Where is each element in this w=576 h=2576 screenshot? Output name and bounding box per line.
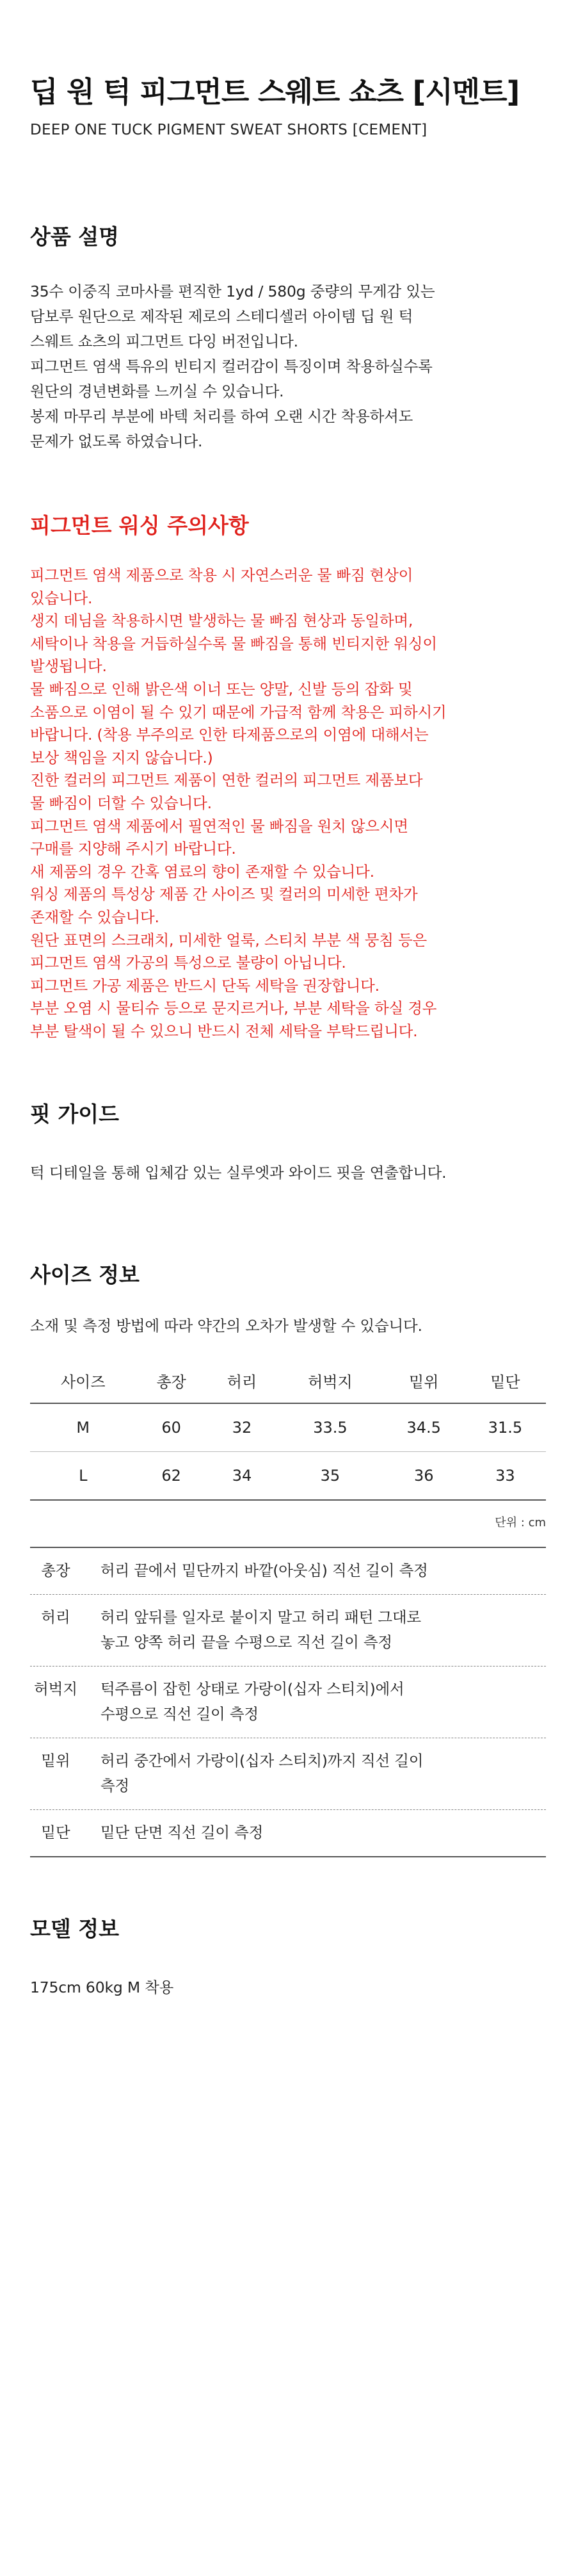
description-line: 문제가 없도록 하였습니다. — [30, 432, 203, 450]
measurement-text: 밑단 단면 직선 길이 측정 — [100, 1823, 264, 1842]
care-line: 구매를 지양해 주시기 바랍니다. — [30, 840, 236, 858]
table-cell: 31.5 — [488, 1419, 523, 1437]
table-cell: 33.5 — [313, 1419, 348, 1437]
fit-guide-heading: 핏 가이드 — [30, 1102, 120, 1127]
table-row — [30, 1452, 546, 1501]
description-line: 피그먼트 염색 특유의 빈티지 컬러감이 특징이며 착용하실수록 — [30, 357, 433, 375]
table-cell: L — [79, 1467, 88, 1485]
care-line: 워싱 제품의 특성상 제품 간 사이즈 및 컬러의 미세한 편차가 — [30, 885, 418, 904]
measurement-guide — [30, 1547, 546, 1857]
description-line: 35수 이중직 코마사를 편직한 1yd / 580g 중량의 무게감 있는 — [30, 282, 435, 300]
measurement-row — [30, 1666, 546, 1738]
table-cell: 34.5 — [406, 1419, 441, 1437]
measurement-row — [30, 1594, 546, 1666]
care-line: 소품으로 이염이 될 수 있기 때문에 가급적 함께 착용은 피하시기 — [30, 703, 447, 721]
description-line: 스웨트 쇼츠의 피그먼트 다잉 버전입니다. — [30, 332, 298, 350]
column-header: 허벅지 — [308, 1373, 353, 1391]
care-line: 발생됩니다. — [30, 657, 107, 676]
care-line: 물 빠짐이 더할 수 있습니다. — [30, 794, 212, 812]
description-line: 담보루 원단으로 제작된 제로의 스테디셀러 아이템 딥 원 턱 — [30, 307, 413, 325]
care-line: 피그먼트 염색 제품에서 필연적인 물 빠짐을 원치 않으시면 — [30, 817, 408, 835]
measurement-label: 밑단 — [41, 1823, 70, 1842]
description-line: 원단의 경년변화를 느끼실 수 있습니다. — [30, 382, 284, 400]
measurement-row — [30, 1547, 546, 1594]
measurement-text: 허리 앞뒤를 일자로 붙이지 말고 허리 패턴 그대로 놓고 양쪽 허리 끝을 수평으로 직선 길이 측정 — [100, 1608, 421, 1652]
column-header: 총장 — [156, 1373, 186, 1391]
size-table-header-row — [30, 1358, 546, 1403]
size-info-heading: 사이즈 정보 — [30, 1262, 140, 1288]
measurement-text: 허리 중간에서 가랑이(십자 스티치)까지 직선 길이 측정 — [100, 1752, 424, 1795]
care-line: 존재할 수 있습니다. — [30, 908, 159, 926]
care-line: 생지 데님을 착용하시면 발생하는 물 빠짐 현상과 동일하며, — [30, 612, 413, 630]
product-title: 딥 원 턱 피그먼트 스웨트 쇼츠 [시멘트] — [30, 75, 520, 109]
fit-guide-text: 턱 디테일을 통해 입체감 있는 실루엣과 와이드 핏을 연출합니다. — [30, 1164, 447, 1182]
measurement-label: 허리 — [41, 1608, 70, 1627]
unit-label: 단위 : cm — [495, 1516, 546, 1530]
measurement-label: 총장 — [41, 1561, 70, 1580]
care-line: 피그먼트 가공 제품은 반드시 단독 세탁을 권장합니다. — [30, 976, 380, 995]
description-body — [30, 279, 546, 454]
care-line: 보상 책임을 지지 않습니다.) — [30, 748, 213, 767]
care-warning-body — [30, 564, 546, 1043]
table-cell: M — [76, 1419, 90, 1437]
table-row — [30, 1403, 546, 1452]
size-table — [30, 1358, 546, 1501]
measurement-text: 허리 끝에서 밑단까지 바깥(아웃심) 직선 길이 측정 — [100, 1561, 428, 1580]
column-header: 밑위 — [409, 1373, 439, 1391]
measurement-label: 허벅지 — [33, 1680, 78, 1699]
care-warning-heading: 피그먼트 워싱 주의사항 — [30, 513, 249, 538]
model-info-text: 175cm 60kg M 착용 — [30, 1978, 174, 1997]
measurement-text: 턱주름이 잡힌 상태로 가랑이(십자 스티치)에서 수평으로 직선 길이 측정 — [100, 1680, 404, 1724]
care-line: 피그먼트 염색 제품으로 착용 시 자연스러운 물 빠짐 현상이 — [30, 566, 413, 584]
table-cell: 34 — [232, 1467, 252, 1485]
measurement-row — [30, 1738, 546, 1809]
care-line: 바랍니다. (착용 부주의로 인한 타제품으로의 이염에 대해서는 — [30, 726, 429, 744]
model-info-heading: 모델 정보 — [30, 1916, 120, 1942]
table-cell: 60 — [161, 1419, 181, 1437]
table-cell: 36 — [413, 1467, 434, 1485]
care-line: 진한 컬러의 피그먼트 제품이 연한 컬러의 피그먼트 제품보다 — [30, 771, 423, 790]
care-line: 물 빠짐으로 인해 밝은색 이너 또는 양말, 신발 등의 잡화 및 — [30, 680, 413, 698]
measurement-row — [30, 1809, 546, 1857]
column-header: 허리 — [227, 1373, 257, 1391]
care-line: 부분 오염 시 물티슈 등으로 문지르거나, 부분 세탁을 하실 경우 — [30, 999, 437, 1018]
table-cell: 33 — [495, 1467, 515, 1485]
care-line: 새 제품의 경우 간혹 염료의 향이 존재할 수 있습니다. — [30, 862, 374, 881]
column-header: 밑단 — [490, 1373, 520, 1391]
description-line: 봉제 마무리 부분에 바텍 처리를 하여 오랜 시간 착용하셔도 — [30, 407, 413, 425]
description-heading: 상품 설명 — [30, 224, 120, 249]
measurement-label: 밑위 — [41, 1752, 70, 1770]
size-note: 소재 및 측정 방법에 따라 약간의 오차가 발생할 수 있습니다. — [30, 1317, 422, 1335]
product-subtitle: DEEP ONE TUCK PIGMENT SWEAT SHORTS [CEMENT] — [30, 122, 428, 138]
table-cell: 32 — [232, 1419, 252, 1437]
column-header: 사이즈 — [60, 1373, 106, 1391]
care-line: 원단 표면의 스크래치, 미세한 얼룩, 스티치 부분 색 뭉침 등은 — [30, 931, 427, 949]
care-line: 피그먼트 염색 가공의 특성으로 불량이 아닙니다. — [30, 954, 346, 972]
table-cell: 35 — [320, 1467, 340, 1485]
care-line: 부분 탈색이 될 수 있으니 반드시 전체 세탁을 부탁드립니다. — [30, 1022, 418, 1040]
table-cell: 62 — [161, 1467, 181, 1485]
care-line: 세탁이나 착용을 거듭하실수록 물 빠짐을 통해 빈티지한 워싱이 — [30, 634, 437, 653]
care-line: 있습니다. — [30, 589, 93, 607]
